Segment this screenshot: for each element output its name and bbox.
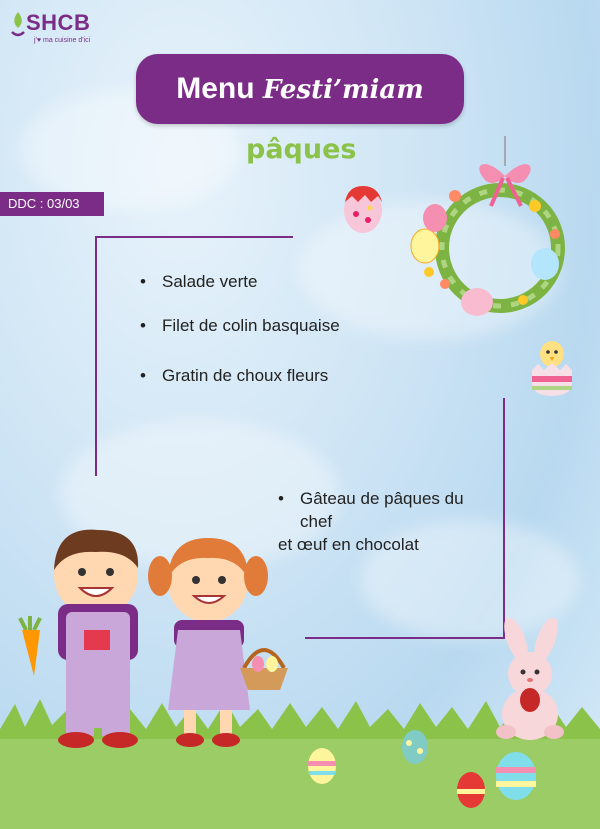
bunny-icon: [488, 618, 572, 740]
bullet: •: [140, 316, 146, 335]
subtitle: pâques: [246, 134, 357, 165]
page-title: [136, 72, 464, 106]
bullet: •: [140, 272, 146, 291]
dessert-line-3: et œuf en chocolat: [278, 535, 419, 554]
children-icon: [36, 520, 292, 752]
easter-egg-icon: [340, 180, 386, 236]
bullet: •: [278, 489, 284, 508]
frame-line-top: [95, 236, 293, 238]
ddc-badge: DDC : 03/03: [0, 192, 104, 216]
easter-egg-icon: [306, 745, 338, 785]
easter-egg-icon: [400, 727, 430, 765]
chef-hat-leaf-icon: [10, 10, 26, 40]
dessert-line-2: chef: [300, 512, 333, 531]
frame-line-right: [503, 398, 505, 638]
easter-egg-icon: [455, 769, 487, 809]
frame-line-left: [95, 236, 97, 476]
title-main: Menu: [176, 72, 255, 105]
menu-item: Salade verte: [162, 272, 258, 291]
logo: [6, 6, 106, 50]
title-accent: Festi’miam: [262, 75, 424, 105]
logo-tagline: j'♥ ma cuisine d'ici: [34, 37, 91, 44]
frame-line-bottom: [305, 637, 505, 639]
menu-item: Filet de colin basquaise: [162, 316, 340, 335]
bullet: •: [140, 366, 146, 385]
chick-in-egg-icon: [528, 332, 576, 398]
dessert-line-1: Gâteau de pâques du: [300, 489, 464, 508]
easter-egg-icon: [494, 749, 538, 801]
menu-item: Gratin de choux fleurs: [162, 366, 329, 385]
title-banner: [136, 54, 464, 124]
logo-name: SHCB: [26, 10, 91, 35]
wreath-icon: [405, 136, 575, 321]
